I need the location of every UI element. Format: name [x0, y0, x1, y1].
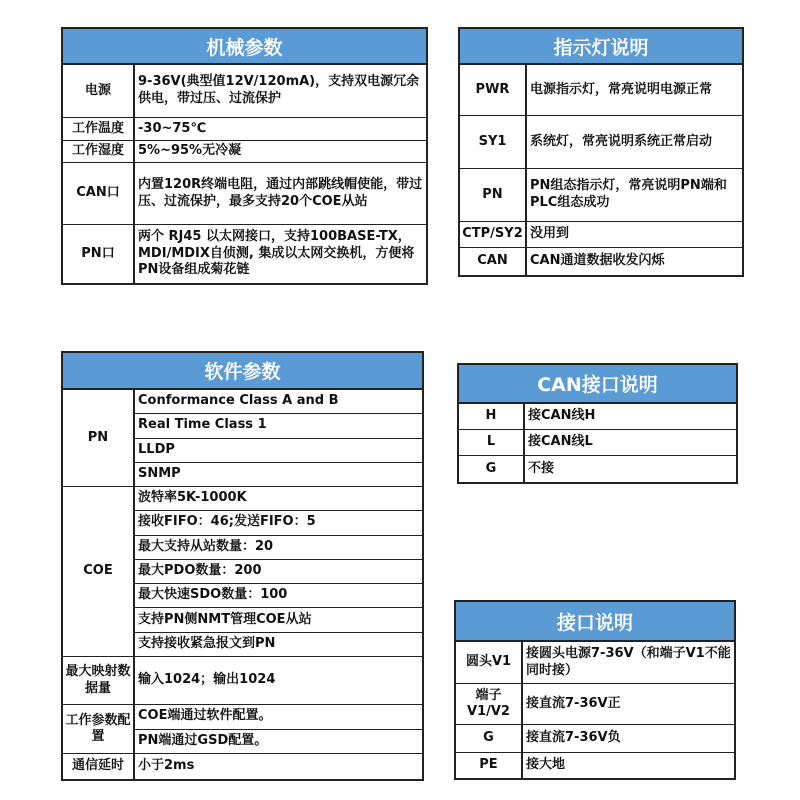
row-label: G [456, 725, 523, 752]
row-value: 输入1024；输出1024 [138, 672, 276, 688]
row-label: 通信延时 [63, 754, 135, 779]
row-value: 波特率5K-1000K [135, 487, 422, 511]
row-value: 系统灯，常亮说明系统正常启动 [530, 133, 713, 149]
table-row [63, 705, 422, 754]
row-label: CTP/SY2 [460, 222, 527, 247]
row-value: 没用到 [530, 226, 570, 242]
row-value: 电源指示灯，常亮说明电源正常 [530, 81, 713, 97]
row-values [135, 487, 422, 656]
row-values [527, 116, 742, 168]
row-values [527, 248, 742, 275]
row-values [523, 753, 734, 778]
row-value: SNMP [138, 465, 181, 481]
table-row [460, 116, 742, 169]
table-row [456, 753, 734, 778]
row-label: CAN口 [63, 163, 135, 224]
row-value: 不接 [528, 460, 555, 476]
can-interface-table [457, 363, 738, 484]
table-row [63, 390, 422, 487]
table-row [460, 248, 742, 275]
row-value: Conformance Class A and B [135, 390, 422, 414]
row-label: 圆头V1 [456, 642, 523, 683]
row-label: PN口 [63, 225, 135, 283]
row-value: PN端通过GSD配置。 [138, 732, 268, 748]
table-row [63, 225, 426, 283]
table-row [63, 754, 422, 779]
table-row [63, 657, 422, 705]
row-value: 最大快速SDO数量：100 [135, 584, 422, 608]
row-values [135, 705, 422, 753]
row-values [135, 225, 426, 283]
table-row [460, 222, 742, 248]
table-row [460, 169, 742, 222]
row-value: LLDP [135, 439, 422, 463]
row-value: 接CAN线L [528, 434, 593, 450]
row-value: PN组态指示灯，常亮说明PN端和PLC组态成功 [530, 178, 727, 210]
row-label: 电源 [63, 65, 135, 117]
row-label: PE [456, 753, 523, 778]
row-value: 小于2ms [138, 758, 195, 774]
table-row [460, 65, 742, 116]
interface-table [454, 600, 736, 780]
row-value: 支持PN侧NMT管理COE从站 [135, 608, 422, 632]
row-label: COE [63, 487, 135, 656]
row-values [135, 657, 422, 704]
table-title: 指示灯说明 [460, 29, 742, 65]
table-title: 软件参数 [63, 353, 422, 390]
table-row [459, 456, 736, 482]
table-row [459, 430, 736, 456]
table-row [63, 141, 426, 163]
mechanical-params-table [61, 27, 428, 285]
software-params-table [61, 351, 424, 781]
row-value: COE端通过软件配置。 [135, 705, 422, 730]
row-values [135, 390, 422, 486]
table-row [459, 404, 736, 430]
row-value: 接直流7-36V负 [526, 730, 621, 746]
row-label: 最大映射数据量 [63, 657, 135, 704]
row-values [525, 404, 736, 429]
table-title: 接口说明 [456, 602, 734, 642]
row-value: 内置120R终端电阻，通过内部跳线帽使能，带过压、过流保护，最多支持20个COE从站 [138, 176, 423, 209]
row-values [135, 118, 426, 140]
row-label: PN [63, 390, 135, 486]
row-values [135, 163, 426, 224]
row-values [135, 754, 422, 779]
table-title: 机械参数 [63, 29, 426, 65]
table-row [63, 487, 422, 657]
row-values [523, 642, 734, 683]
table-row [63, 118, 426, 141]
row-value: -30~75℃ [138, 120, 207, 136]
row-label: L [459, 430, 525, 455]
row-label: 工作参数配置 [63, 705, 135, 753]
row-values [525, 430, 736, 455]
table-title: CAN接口说明 [459, 365, 736, 404]
table-row [456, 642, 734, 684]
row-label: G [459, 456, 525, 482]
row-value: 最大PDO数量：200 [135, 560, 422, 584]
row-label: H [459, 404, 525, 429]
row-values [523, 684, 734, 724]
row-value: 接大地 [526, 757, 566, 773]
row-value: 支持接收紧急报文到PN [138, 635, 276, 651]
row-value: 接直流7-36V正 [526, 695, 621, 711]
table-row [63, 163, 426, 225]
table-row [63, 65, 426, 118]
row-label: 工作温度 [63, 118, 135, 140]
row-values [527, 169, 742, 221]
row-label: 工作湿度 [63, 141, 135, 162]
row-label: SY1 [460, 116, 527, 168]
row-values [135, 141, 426, 162]
row-value: 接收FIFO：46;发送FIFO：5 [135, 511, 422, 535]
row-values [523, 725, 734, 752]
row-values [527, 65, 742, 115]
row-values [527, 222, 742, 247]
table-row [456, 725, 734, 753]
row-value: 接CAN线H [528, 408, 596, 424]
row-label: 端子V1/V2 [456, 684, 523, 724]
row-value: 接圆头电源7-36V（和端子V1不能同时接） [526, 645, 731, 678]
row-label: CAN [460, 248, 527, 275]
row-value: 5%~95%无冷凝 [138, 143, 242, 159]
row-value: 最大支持从站数量：20 [135, 536, 422, 560]
table-row [456, 684, 734, 725]
row-value: 两个 RJ45 以太网接口，支持100BASE-TX，MDI/MDIX自侦测, 集成以太网交换机，方便将PN设备组成菊花链 [138, 228, 415, 278]
indicator-table [458, 27, 744, 277]
row-label: PN [460, 169, 527, 221]
row-value: Real Time Class 1 [135, 414, 422, 438]
row-label: PWR [460, 65, 527, 115]
row-values [135, 65, 426, 117]
row-values [525, 456, 736, 482]
row-value: CAN通道数据收发闪烁 [530, 253, 665, 269]
row-value: 9-36V(典型值12V/120mA)，支持双电源冗余供电，带过压、过流保护 [138, 74, 420, 106]
